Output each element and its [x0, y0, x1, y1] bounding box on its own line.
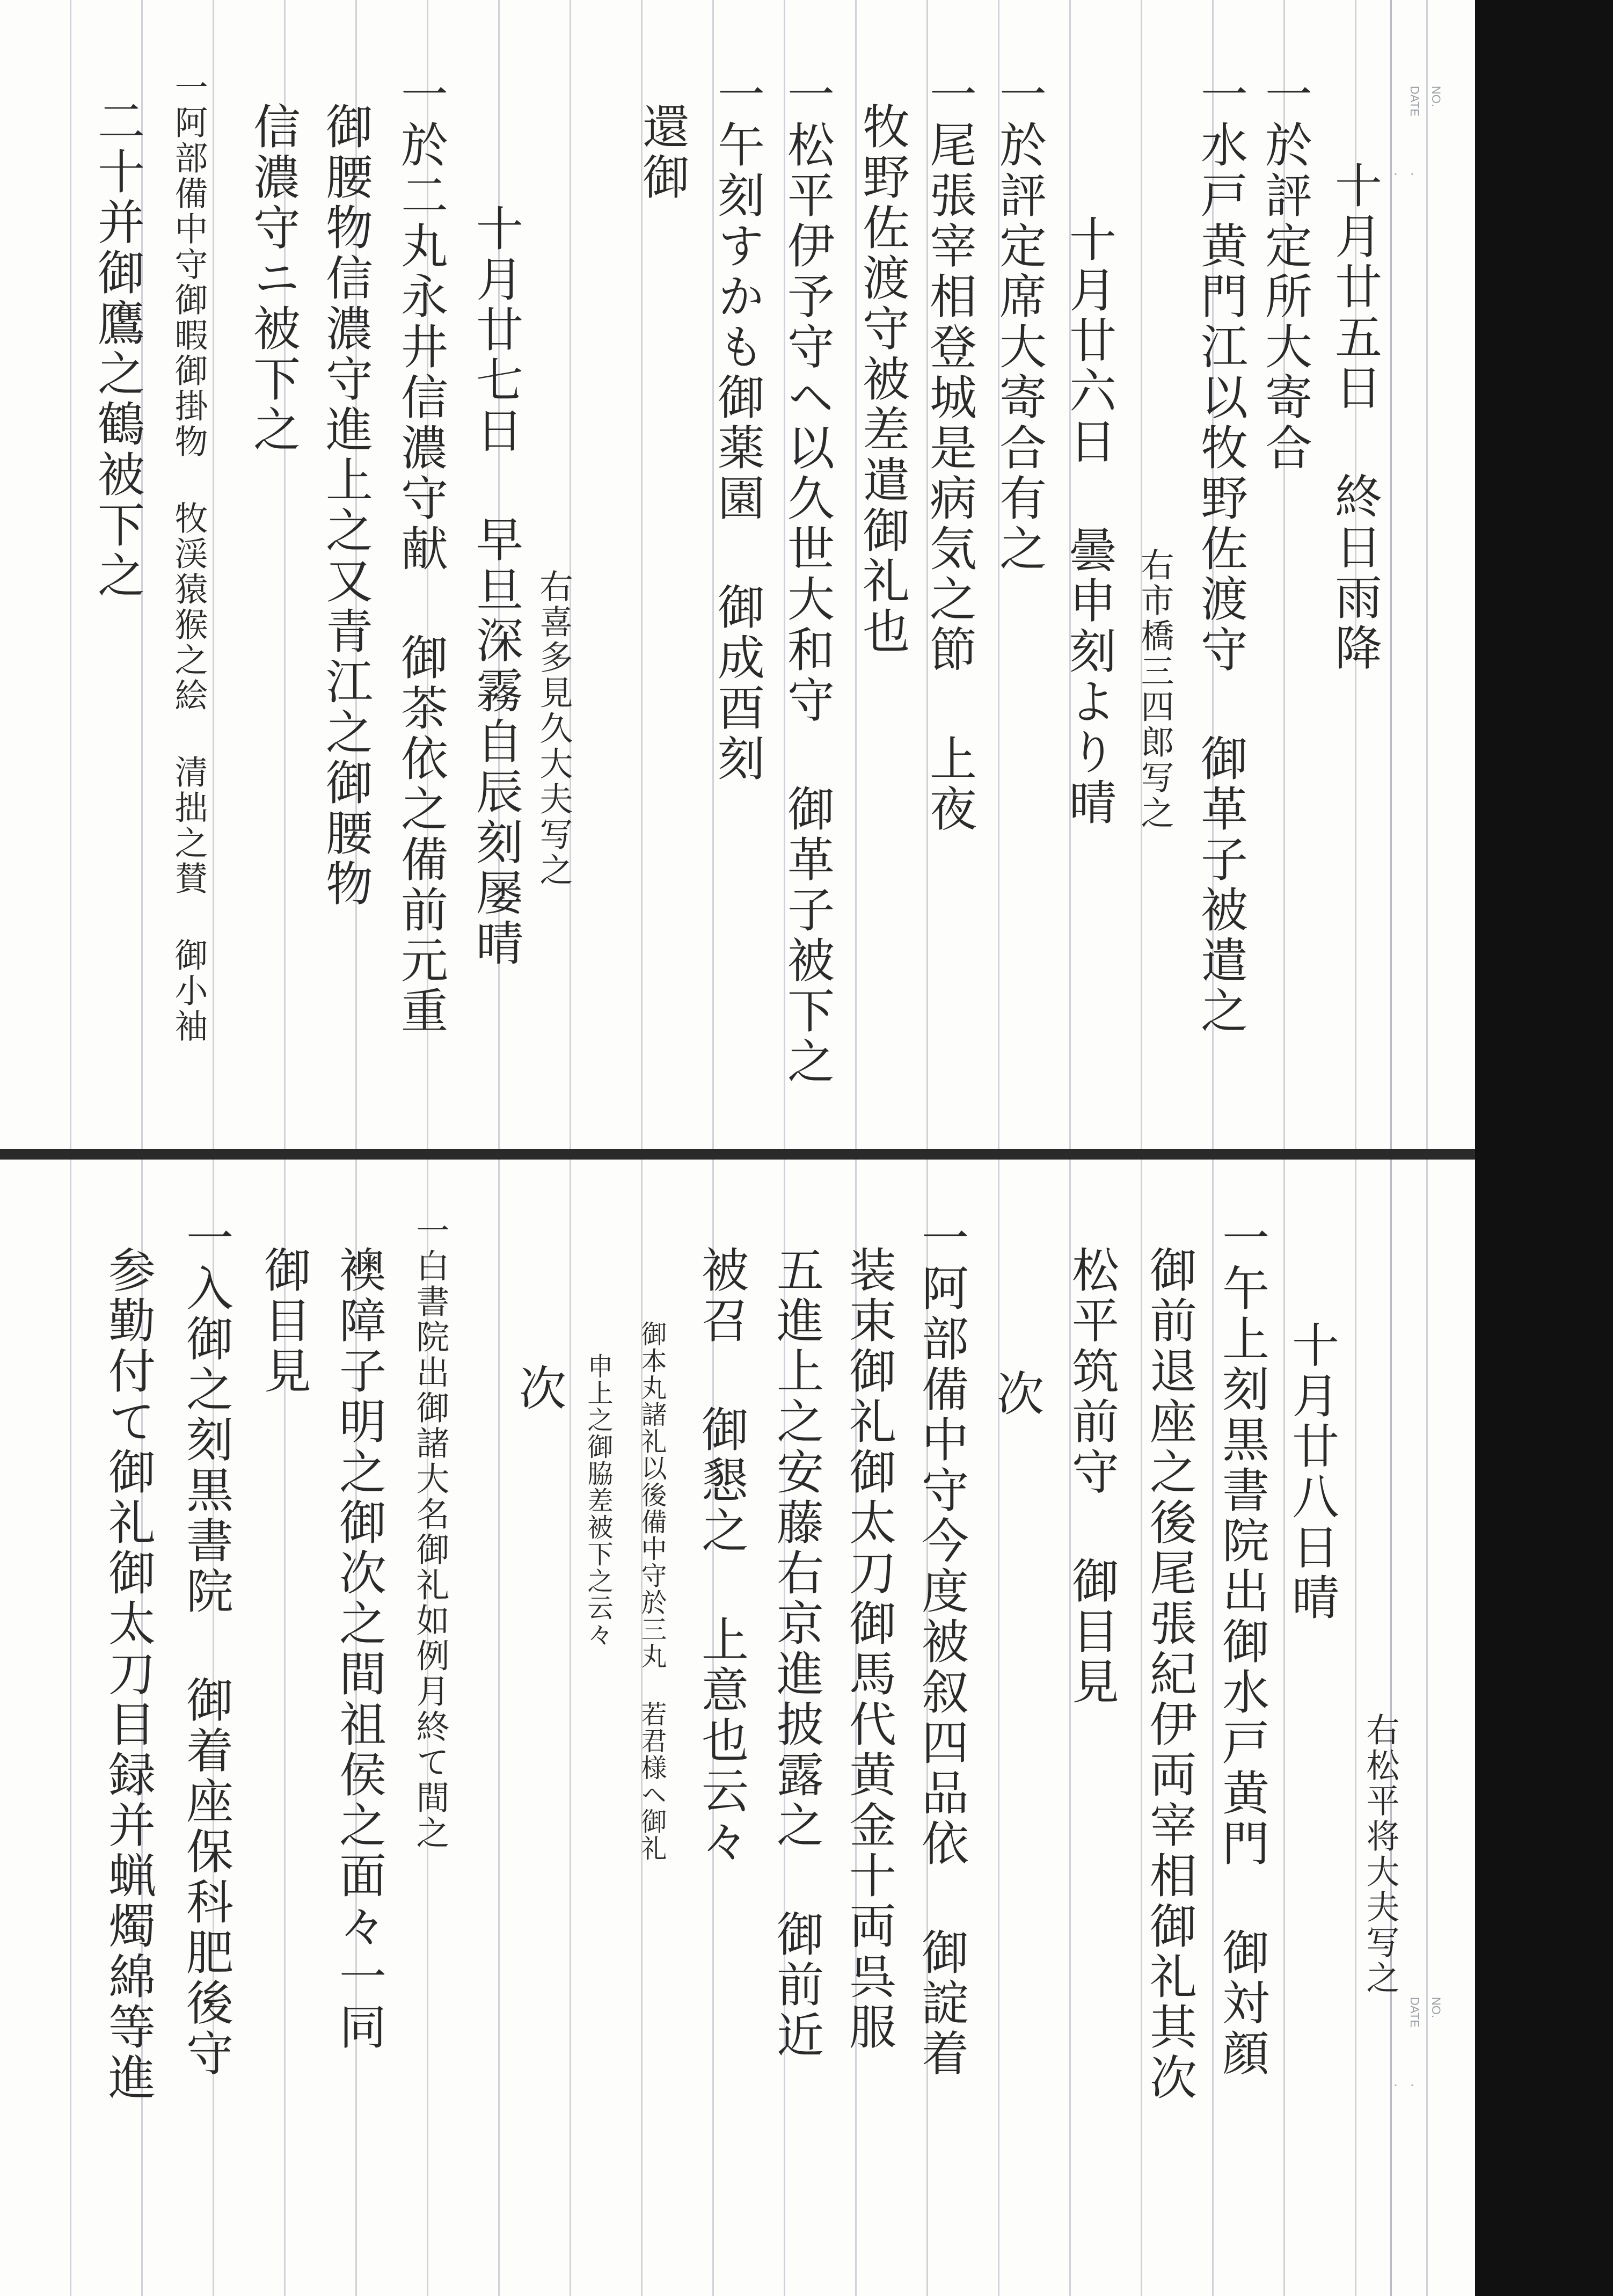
text-column: 一水戸黄門江以牧野佐渡守 御革子被遣之: [1193, 70, 1249, 1037]
text-column: 一松平伊予守ヘ以久世大和守 御革子被下之: [780, 70, 835, 1087]
text-column: 申上之御脇差被下之云々: [583, 1353, 613, 1648]
text-column: 御前退座之後尾張紀伊両宰相御礼其次: [1142, 1245, 1198, 2103]
text-column: 一午上刻黒書院出御水戸黄門 御対顔: [1215, 1213, 1270, 2079]
text-column: 参勤付て御礼御太刀目録并蝋燭綿等進: [101, 1245, 156, 2103]
text-column: 次: [512, 1364, 567, 1414]
text-column: 一午刻すかも御薬園 御成酉刻: [710, 70, 765, 784]
text-column: 十月廿六日 曇申刻より晴: [1062, 215, 1117, 828]
scan-edge: [1475, 0, 1613, 2296]
no-label: NO.: [1429, 1997, 1443, 2018]
date-label: DATE: [1408, 1997, 1421, 2028]
text-column: 一於評定席大寄合有之: [992, 70, 1047, 574]
binding-spine: [0, 1149, 1613, 1160]
text-column: 一白書院出御諸大名御礼如例月終て間之: [411, 1213, 450, 1851]
text-column: 一尾張宰相登城是病気之節 上夜: [922, 70, 977, 835]
text-column: 信濃守ニ被下之: [246, 102, 301, 455]
date-dots: · ·: [1389, 2083, 1421, 2103]
text-column: 一入御之刻黒書院 御着座保科肥後守: [179, 1213, 234, 2079]
text-column: 右松平将大夫写之: [1361, 1712, 1400, 1996]
text-column: 二十并御鷹之鶴被下之: [90, 97, 145, 601]
text-column: 右市橋三四郎写之: [1135, 548, 1174, 831]
no-label: NO.: [1429, 86, 1443, 107]
text-column: 一阿部備中守御暇御掛物 牧渓猿猴之絵 清拙之賛 御小袖: [169, 70, 208, 1044]
text-column: 一於二丸永井信濃守献 御茶依之備前元重: [393, 70, 449, 1037]
text-column: 十月廿七日 早旦深霧自辰刻屡晴: [469, 204, 524, 969]
text-column: 右喜多見久大夫写之: [534, 569, 573, 888]
text-column: 御本丸諸礼以後備中守於三丸 若君様ヘ御礼: [637, 1321, 667, 1862]
text-column: 装束御礼御太刀御馬代黄金十両呉服: [842, 1245, 897, 2053]
text-column: 十月廿五日 終日雨降: [1327, 161, 1383, 674]
top-page: [0, 0, 1475, 1149]
date-label: DATE: [1408, 86, 1421, 117]
text-column: 一於評定所大寄合: [1258, 70, 1313, 473]
text-column: 襖障子明之御次之間祖侯之面々一同: [332, 1245, 387, 2053]
text-column: 十月廿八日晴: [1284, 1321, 1340, 1623]
text-column: 御腰物信濃守進上之又青江之御腰物: [318, 102, 374, 909]
text-column: 次: [989, 1369, 1045, 1419]
text-column: 還御: [635, 102, 690, 203]
text-column: 五進上之安藤右京進披露之 御前近: [769, 1245, 824, 2061]
text-column: 一阿部備中守今度被叙四品依 御諚着: [914, 1213, 969, 2079]
date-dots: · ·: [1389, 172, 1421, 192]
text-column: 松平筑前守 御目見: [1064, 1245, 1120, 1708]
bottom-page: [0, 1160, 1475, 2296]
text-column: 被召 御懇之 上意也云々: [694, 1245, 749, 1867]
text-column: 牧野佐渡守被差遣御礼也: [855, 102, 910, 657]
text-column: 御目見: [257, 1245, 312, 1397]
